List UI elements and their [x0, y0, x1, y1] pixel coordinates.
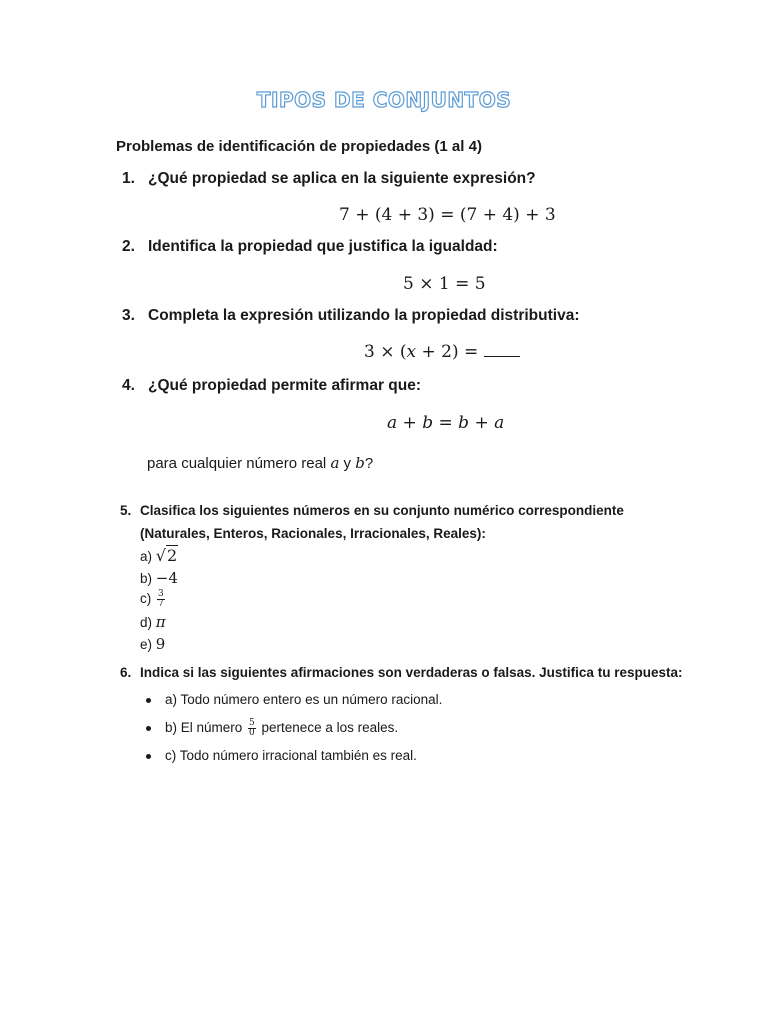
question-text: ¿Qué propiedad permite afirmar que:	[148, 377, 422, 394]
question-3	[122, 307, 579, 325]
statement-text: pertenece a los reales.	[257, 720, 399, 736]
answer-blank	[484, 355, 520, 357]
question-4-tail	[147, 454, 373, 472]
fraction	[248, 719, 256, 738]
tail-text: para cualquier número real	[147, 455, 331, 472]
question-text: ¿Qué propiedad se aplica en la siguiente expresión?	[148, 170, 536, 187]
item-d	[140, 613, 166, 631]
bullet-icon	[146, 698, 151, 703]
question-5	[120, 503, 624, 518]
item-value: π	[155, 613, 166, 631]
statement-text: b) El número	[165, 720, 247, 736]
equation-3	[364, 342, 520, 362]
variable-a: a	[330, 454, 340, 472]
question-number: 2.	[122, 238, 135, 255]
question-text: Identifica la propiedad que justifica la igualdad:	[148, 238, 498, 255]
page-title: TIPOS DE CONJUNTOS	[256, 88, 512, 112]
item-label: e)	[140, 637, 156, 652]
statement-c	[146, 748, 417, 763]
question-number: 3.	[122, 307, 135, 324]
variable-x: x	[406, 342, 417, 362]
variable-b: b	[422, 413, 434, 433]
item-value: 9	[155, 635, 166, 653]
statement-a	[146, 692, 442, 707]
question-5-sets: (Naturales, Enteros, Racionales, Irracionales, Reales):	[140, 526, 486, 541]
sqrt-expression: √2	[155, 546, 178, 565]
equation-part: + 2) =	[416, 342, 479, 362]
variable-b: b	[458, 413, 470, 433]
equation-1: 7 + (4 + 3) = (7 + 4) + 3	[339, 205, 556, 225]
fraction	[157, 590, 165, 609]
item-c	[140, 590, 167, 609]
numerator: 5	[249, 718, 255, 728]
item-label: b)	[140, 571, 156, 586]
item-label: a)	[140, 549, 156, 564]
question-number: 1.	[122, 170, 135, 187]
bullet-icon	[146, 754, 151, 759]
operator-plus: +	[469, 413, 495, 433]
tail-text: ?	[364, 455, 374, 472]
question-text: Indica si las siguientes afirmaciones son verdaderas o falsas. Justifica tu respuesta:	[140, 665, 683, 680]
tail-text: y	[339, 455, 356, 472]
question-4	[122, 377, 421, 395]
statement-text: a) Todo número entero es un número racional.	[165, 692, 443, 707]
operator-equals: =	[433, 413, 459, 433]
section-heading: Problemas de identificación de propiedades (1 al 4)	[116, 138, 482, 155]
question-2	[122, 238, 498, 256]
equation-2: 5 × 1 = 5	[403, 274, 486, 294]
equation-part: 3 × (	[364, 342, 407, 362]
question-number: 6.	[120, 665, 132, 680]
item-value: −4	[155, 569, 178, 587]
question-1	[122, 170, 536, 188]
variable-b: b	[355, 454, 365, 472]
denominator: 7	[158, 599, 164, 609]
variable-a: a	[387, 413, 398, 433]
item-e	[140, 635, 165, 653]
item-b	[140, 569, 178, 587]
bullet-icon	[146, 726, 151, 731]
operator-plus: +	[397, 413, 423, 433]
numerator: 3	[158, 589, 164, 599]
statement-b	[146, 719, 398, 738]
item-label: c)	[140, 591, 155, 607]
equation-4	[387, 413, 504, 433]
radicand: 2	[166, 546, 178, 565]
question-text: Completa la expresión utilizando la propiedad distributiva:	[148, 307, 580, 324]
item-a	[140, 546, 178, 565]
denominator: 0	[249, 728, 255, 738]
question-6	[120, 665, 682, 680]
question-number: 5.	[120, 503, 132, 518]
variable-a: a	[494, 413, 505, 433]
question-number: 4.	[122, 377, 135, 394]
question-text: Clasifica los siguientes números en su conjunto numérico correspondiente	[140, 503, 624, 518]
item-label: d)	[140, 615, 156, 630]
statement-text: c) Todo número irracional también es real.	[165, 748, 417, 763]
